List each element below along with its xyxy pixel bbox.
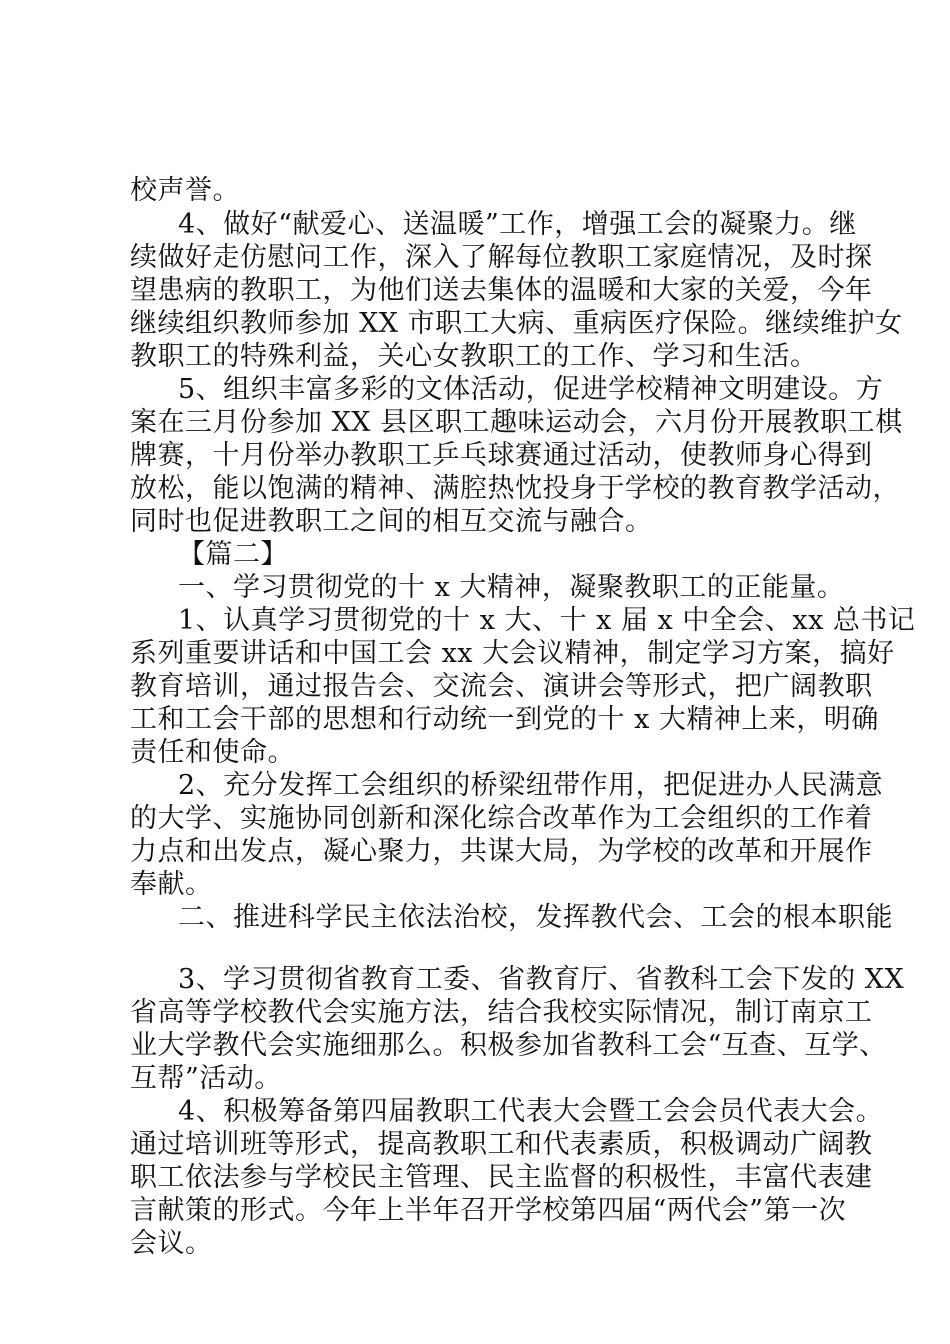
text-line: 奉献。 — [130, 869, 213, 900]
text-line: 通过培训班等形式，提高教职工和代表素质，积极调动广阔教 — [130, 1129, 873, 1160]
text-line: 望患病的教职工，为他们送去集体的温暖和大家的关爱，今年 — [130, 275, 873, 306]
text-line: 的大学、实施协同创新和深化综合改革作为工会组织的工作着 — [130, 803, 873, 834]
text-line: 力点和出发点，凝心聚力，共谋大局，为学校的改革和开展作 — [130, 836, 873, 867]
text-line: 职工依法参与学校民主管理、民主监督的积极性，丰富代表建 — [130, 1162, 873, 1193]
text-line: 续做好走仿慰问工作，深入了解每位教职工家庭情况，及时探 — [130, 242, 873, 273]
text-line: 互帮”活动。 — [130, 1063, 282, 1094]
paragraph-5-start: 5、组织丰富多彩的文体活动，促进学校精神文明建设。方 — [178, 374, 884, 405]
text-line: 牌赛，十月份举办教职工乒乓球赛通过活动，使教师身心得到 — [130, 440, 873, 471]
text-line: 放松，能以饱满的精神、满腔热忱投身于学校的教育教学活动， — [130, 473, 900, 504]
text-line: 言献策的形式。今年上半年召开学校第四届“两代会”第一次 — [130, 1195, 847, 1226]
text-line: 校声誉。 — [130, 175, 240, 206]
text-line: 同时也促进教职工之间的相互交流与融合。 — [130, 506, 653, 537]
text-line: 教职工的特殊利益，关心女教职工的工作、学习和生活。 — [130, 341, 818, 372]
text-line: 工和工会干部的思想和行动统一到党的十 x 大精神上来，明确 — [130, 704, 879, 735]
text-line: 继续组织教师参加 XX 市职工大病、重病医疗保险。继续维护女 — [130, 308, 903, 339]
paragraph-1-start: 1、认真学习贯彻党的十 x 大、十 x 届 x 中全会、xx 总书记 — [178, 605, 916, 636]
paragraph-4b-start: 4、积极筹备第四届教职工代表大会暨工会会员代表大会。 — [178, 1096, 884, 1127]
text-line: 业大学教代会实施细那么。积极参加省教科工会“互查、互学、 — [130, 1030, 887, 1061]
text-line: 教育培训，通过报告会、交流会、演讲会等形式，把广阔教职 — [130, 671, 873, 702]
text-line: 系列重要讲话和中国工会 xx 大会议精神，制定学习方案，搞好 — [130, 638, 895, 669]
paragraph-2-start: 2、充分发挥工会组织的桥梁纽带作用，把促进办人民满意 — [178, 770, 884, 801]
paragraph-3-start: 3、学习贯彻省教育工委、省教育厅、省教科工会下发的 XX — [178, 964, 905, 995]
text-line: 责任和使命。 — [130, 737, 295, 768]
subsection-heading: 一、学习贯彻党的十 x 大精神，凝聚教职工的正能量。 — [178, 572, 845, 603]
text-line: 省高等学校教代会实施方法，结合我校实际情况，制订南京工 — [130, 997, 873, 1028]
text-line: 案在三月份参加 XX 县区职工趣味运动会，六月份开展教职工棋 — [130, 407, 903, 438]
paragraph-4-start: 4、做好“献爱心、送温暖”工作，增强工会的凝聚力。继 — [178, 209, 857, 240]
subsection-heading: 二、推进科学民主依法治校，发挥教代会、工会的根本职能 — [178, 902, 893, 933]
section-heading: 【篇二】 — [178, 539, 288, 570]
text-line: 会议。 — [130, 1228, 213, 1259]
